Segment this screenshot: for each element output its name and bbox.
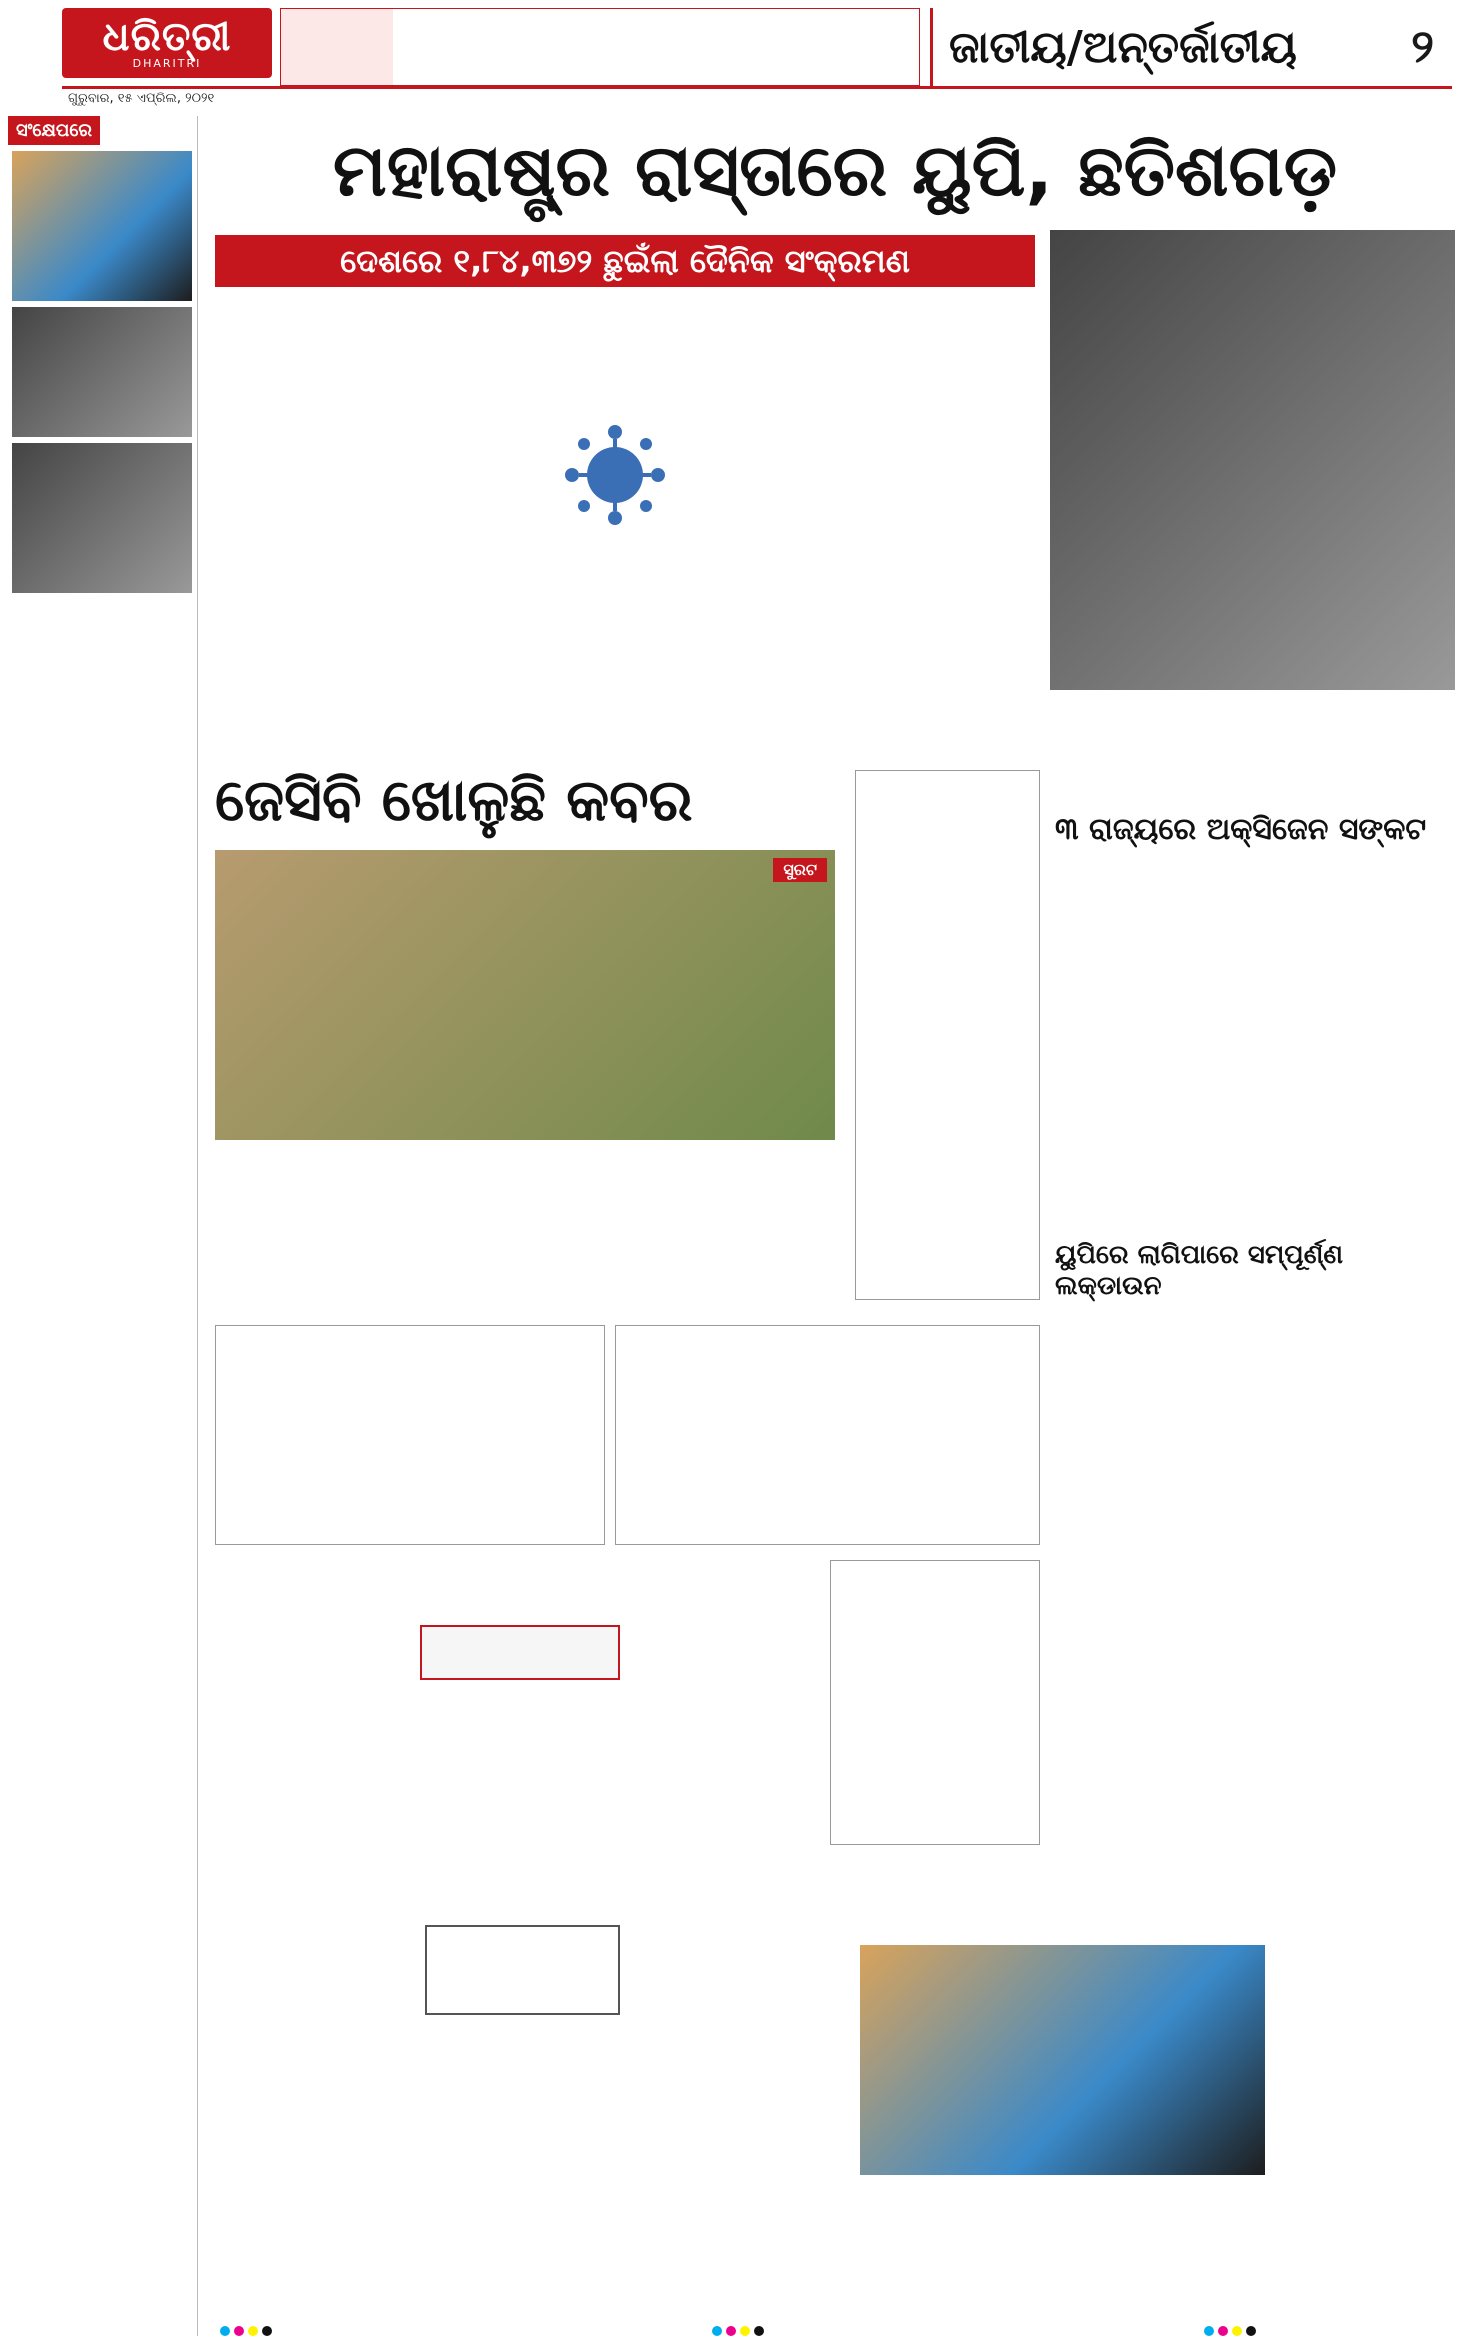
- actress-photo: [12, 151, 192, 301]
- front-ticker: [280, 8, 920, 86]
- army-byline: [215, 1625, 410, 1645]
- dateline: [62, 86, 1452, 108]
- oxygen-column-2: [1260, 870, 1455, 1230]
- jcb-headline: ଜେସିବି ଖୋଳୁଛି କବର: [215, 766, 693, 834]
- islam-byline: [215, 1925, 415, 1945]
- lead-column-4: [835, 318, 1035, 738]
- briefs-sidebar: [8, 116, 198, 2336]
- jcb-photo: [215, 850, 835, 1140]
- lead-headline: ମହାରାଷ୍ଟ୍ର ରାସ୍ତାରେ ୟୁପି, ଛତିଶଗଡ଼: [332, 128, 1338, 212]
- up-headline: ୟୁପିରେ ଲାଗିପାରେ ସମ୍ପୂର୍ଣ୍ଣ ଲକ୍‌ଡାଉନ: [1055, 1240, 1344, 1301]
- up-column-2: [1260, 1290, 1455, 1535]
- jharkhand-story: [830, 1560, 1040, 1845]
- lead-column-1: [215, 318, 410, 738]
- virus-icon: [560, 420, 670, 530]
- monsoon-headline: [640, 1860, 1455, 1940]
- logo: [62, 8, 272, 78]
- monsoon-column-2: [860, 2185, 1060, 2315]
- up-column-1: [1055, 1290, 1250, 1535]
- ticker-body: [393, 9, 919, 85]
- color-dots: [712, 2326, 764, 2336]
- lead-banner: ଦେଶରେ ୧,୮୪,୩୭୨ ଛୁଇଁଲା ଦୈନିକ ସଂକ୍ରମଣ: [215, 235, 1035, 287]
- color-dots: [1204, 2326, 1256, 2336]
- islam-column-1: [215, 1950, 415, 2315]
- logo-mark: ଧରିତ୍ରୀ: [102, 13, 232, 60]
- oxygen-cylinder-photo: [1050, 230, 1455, 690]
- islam-callouts: [425, 1925, 620, 2015]
- color-dots: [220, 2326, 272, 2336]
- logo-subtitle: DHARITRI: [132, 56, 202, 70]
- monsoon-byline: [650, 1945, 850, 1965]
- oxygen-column-1: [1055, 870, 1250, 1230]
- islam-column-2: [425, 2025, 620, 2315]
- army-column-1: [215, 1690, 410, 1845]
- page-header: [930, 8, 1450, 86]
- jcb-column-2: [425, 1148, 625, 1298]
- army-subhead: [420, 1625, 620, 1680]
- monsoon-column-4: [1275, 1945, 1455, 2315]
- portrait-photo: [12, 307, 192, 437]
- umbrella-photo: [860, 1945, 1265, 2175]
- kerala-story: [215, 1325, 605, 1545]
- kumbh-column-1: [1055, 1605, 1250, 1845]
- monsoon-column-3: [1065, 2185, 1265, 2315]
- jcb-column-3: [635, 1148, 835, 1298]
- lead-byline: [215, 295, 1035, 315]
- islam-headline: [215, 1860, 620, 1920]
- registration-marks: [0, 2322, 1476, 2339]
- section-title: ଜାତୀୟ/ଅନ୍ତର୍ଜାତୀୟ: [949, 21, 1297, 73]
- issue-date: ଗୁରୁବାର, ୧୫ ଏପ୍ରିଲ, ୨୦୨୧: [68, 91, 215, 106]
- oxygen-headline: ୩ ରାଜ୍ୟରେ ଅକ୍ସିଜେନ ସଙ୍କଟ: [1055, 812, 1427, 847]
- ticker-lead: [281, 9, 393, 85]
- army-column-2: [420, 1690, 620, 1845]
- kumbh-column-2: [1260, 1605, 1455, 1845]
- briefs-tag: ସଂକ୍ଷେପରେ: [8, 116, 100, 145]
- army-headline: [215, 1560, 820, 1620]
- mp-story: [855, 770, 1040, 1300]
- kumbh-headline: [1055, 1555, 1455, 1600]
- monsoon-column-1: [650, 1970, 850, 2315]
- photo-tag: ସୁରଟ: [773, 858, 827, 882]
- page-number: ୨: [1411, 19, 1434, 73]
- army-column-3: [630, 1625, 820, 1845]
- karnataka-story: [615, 1325, 1040, 1545]
- jcb-column-1: [215, 1148, 415, 1298]
- portrait-photo: [12, 443, 192, 593]
